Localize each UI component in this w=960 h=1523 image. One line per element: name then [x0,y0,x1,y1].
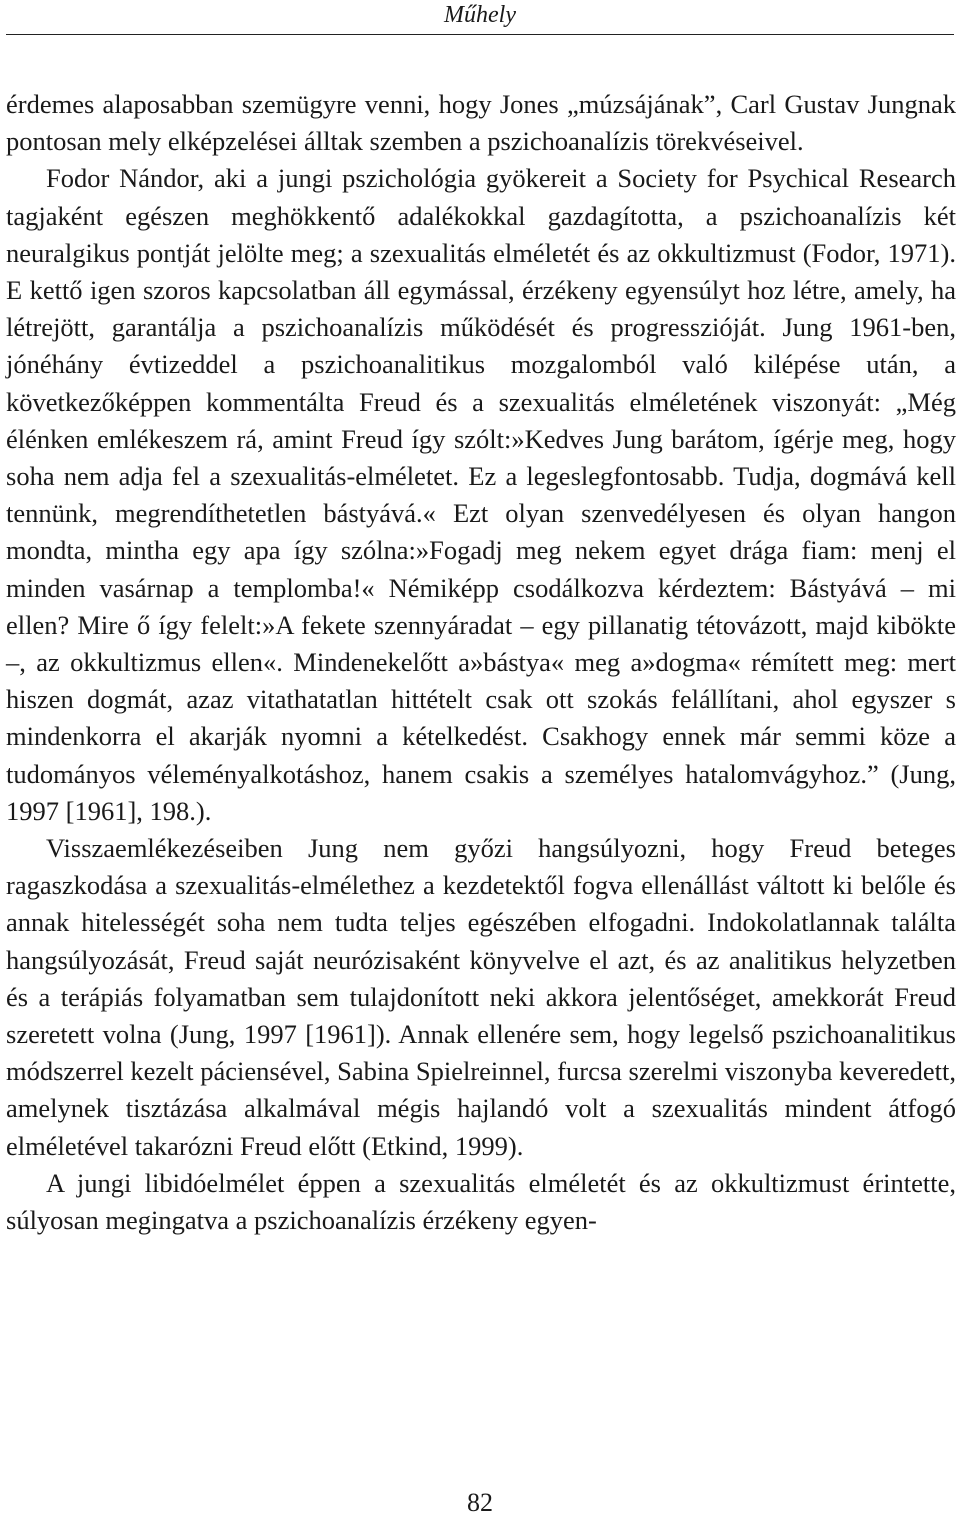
page-number: 82 [467,1488,493,1517]
paragraph-libidoelmelet: A jungi libidóelmélet éppen a szexualitás elméletét és az okkultizmust érintette, súlyosan megingatva a pszichoanalízis érzékeny egyen- [6,1167,956,1236]
article-body [6,86,956,1239]
paragraph-visszaemlekezeseiben: Visszaemlékezéseiben Jung nem győzi hangsúlyozni, hogy Freud beteges ragaszkodása a szexualitás-elmélethez a kezdetektől fogva ellenállást váltott ki belőle és annak hitelességét soha nem tudta teljes egészében elfogadni. Indokolatlannak találta hangsúlyozását, Freud saját neurózisaként könyvelve el azt, és az analitikus helyzetben és a terápiás folyamatban sem tulajdonított neki akkora jelentőséget, amekkorát Freud szeretett volna (Jung, 1997 [1961]). Annak ellenére sem, hogy legelső pszichoanalitikus módszerrel kezelt páciensével, Sabina Spielreinnel, furcsa szerelmi viszonyba keveredett, amelynek tisztázása alkalmával mégis hajlandó volt a szexualitás mindent átfogó elméletével takarózni Freud előtt (Etkind, 1999). [6,833,956,1161]
paragraph-continuation: érdemes alaposabban szemügyre venni, hogy Jones „múzsájának”, Carl Gustav Jungnak pontosan mely elképzelései álltak szemben a pszichoanalízis törekvéseivel. [6,89,956,157]
paragraph-fodor: Fodor Nándor, aki a jungi pszichológia gyökereit a Society for Psychical Research tagjaként egészen meghökkentő adalékokkal gazdagította, a pszichoanalízis két neuralgikus pontját jelölte meg; a szexualitás elméletét és az okkultizmust (Fodor, 1971). E kettő igen szoros kapcsolatban áll egymással, érzékeny egyensúlyt hoz létre, amely, ha létrejött, garantálja a pszichoanalízis működését és progresszióját. Jung 1961-ben, jónéhány évtizeddel a pszichoanalitikus mozgalomból való kilépése után, a következőképpen kommentálta Freud és a szexualitás elméletének viszonyát: „Még élénken emlékeszem rá, amint Freud így szólt:»Kedves Jung barátom, ígérje meg, hogy soha nem adja fel a szexualitás-elméletet. Ez a legeslegfontosabb. Tudja, dogmává kell tennünk, megrendíthetetlen bástyává.« Ezt olyan szenvedélyesen és olyan hangon mondta, mintha egy apa így szólna:»Fogadj meg nekem egyet drága fiam: menj el minden vasárnap a templomba!« Némiképp csodálkozva kérdeztem: Bástyává – mi ellen? Mire ő így felelt:»A fekete szennyáradat – egy pillanatig tétovázott, majd kibökte –, az okkultizmus ellen«. Mindenekelőtt a»bástya« meg a»dogma« rémített meg: mert hiszen dogmát, azaz vitathatatlan hittételt csak ott szokás felállítani, ahol egyszer s mindenkorra el akarják nyomni a kételkedést. Csakhogy ennek már semmi köze a tudományos véleményalkotáshoz, hanem csakis a személyes hatalomvágyhoz.” (Jung, 1997 [1961], 198.). [6,163,956,826]
running-header [6,0,954,35]
section-title: Műhely [444,2,516,28]
